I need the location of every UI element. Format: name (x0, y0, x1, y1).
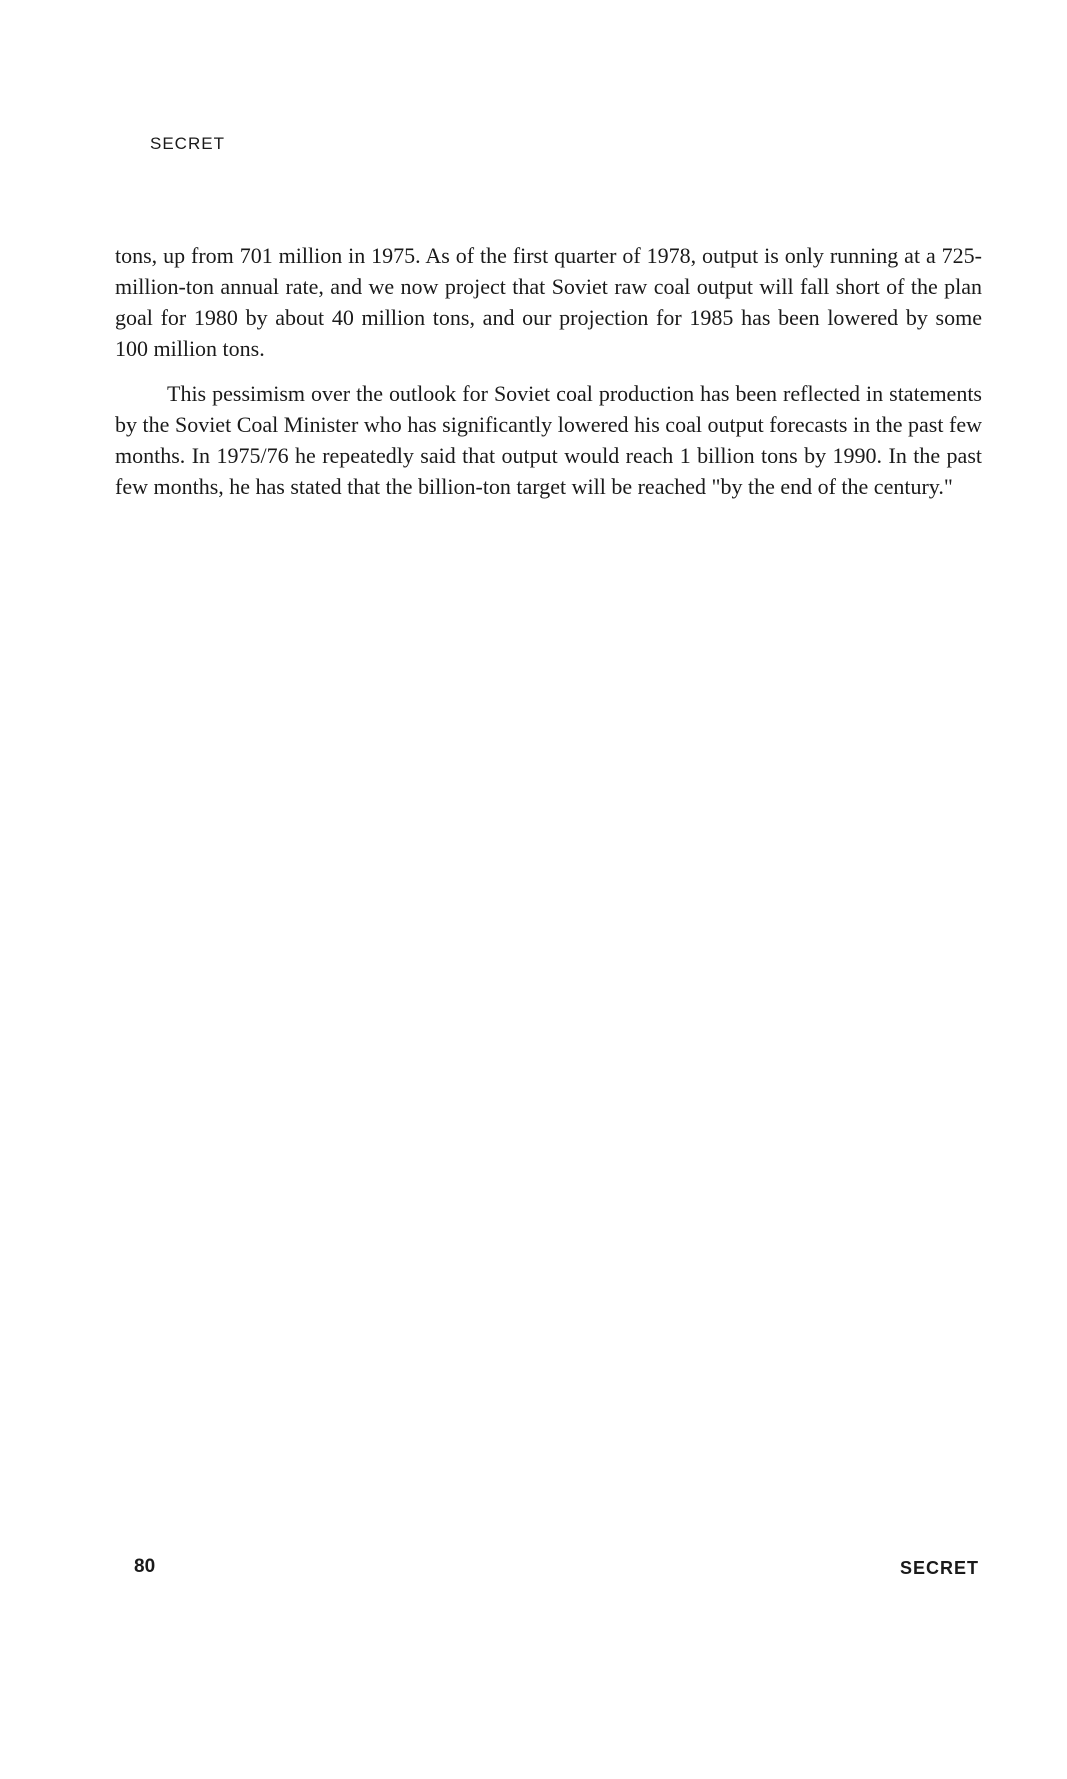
paragraph-coal-minister-statements: This pessimism over the outlook for Soviet coal production has been reflected in statements by the Soviet Coal Minister who has significantly lowered his coal output forecasts in the past few months. In 1975/76 he repeatedly said that output would reach 1 billion tons by 1990. In the past few months, he has stated that the billion-ton target will be reached "by the end of the century." (115, 381, 982, 499)
page-number: 80 (134, 1556, 156, 1577)
header-classification-marking: SECRET (150, 134, 225, 153)
paragraph-continuation: tons, up from 701 million in 1975. As of the first quarter of 1978, output is only running at a 725-million-ton annual rate, and we now project that Soviet raw coal output will fall short of the plan goal for 1980 by about 40 million tons, and our projection for 1985 has been lowered by some 100 million tons. (115, 243, 982, 361)
body-text (115, 240, 982, 502)
footer-classification-marking: SECRET (899, 1558, 979, 1578)
